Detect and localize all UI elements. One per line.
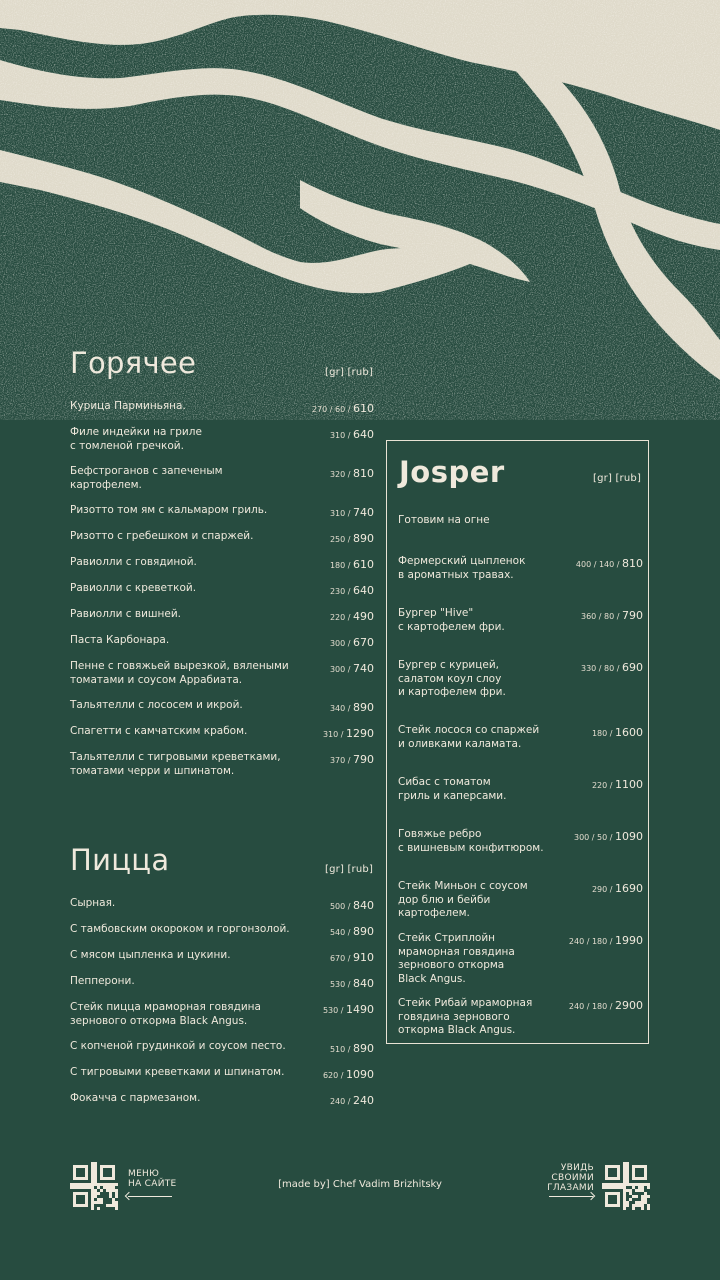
menu-item-rub: 1290 [346,727,374,740]
menu-item [70,582,374,599]
menu-item [398,607,643,634]
menu-item-price: 310 / 640 [329,428,374,441]
menu-item-weight: 270 / 60 [311,405,346,414]
menu-item-weight: 220 [329,613,346,622]
menu-item-weight: 500 [329,902,346,911]
menu-item [70,426,374,453]
menu-item-price: 240 / 240 [329,1094,374,1107]
menu-item-rub: 670 [353,636,374,649]
menu-item-name: Курица Парминьяна. [70,400,186,412]
menu-item-name: Пенне с говяжьей вырезкой, вялеными томатами и соусом Аррабиата. [70,660,289,686]
menu-item [70,1092,374,1109]
menu-item-name: С копченой грудинкой и соусом песто. [70,1040,286,1052]
menu-item-name: Равиолли с креветкой. [70,582,197,594]
menu-item-name: Ризотто с гребешком и спаржей. [70,530,254,542]
menu-item-rub: 810 [353,467,374,480]
menu-item-name: С тамбовским окороком и горгонзолой. [70,923,290,935]
menu-item-weight: 240 [329,1097,346,1106]
josper-units-header: [gr] [rub] [593,473,642,484]
menu-item-name: Фокачча с пармезаном. [70,1092,201,1104]
menu-item-name: Стейк Миньон с соусом дор блю и бейби картофелем. [398,880,528,919]
menu-item-rub: 910 [353,951,374,964]
menu-item [70,504,374,521]
pizza-section-title: Пицца [70,843,170,877]
menu-item-rub: 640 [353,584,374,597]
menu-item-name: Равиолли с говядиной. [70,556,197,568]
josper-section-title: Josper [399,455,505,489]
menu-item-rub: 1600 [615,726,643,739]
menu-item-price: 620 / 1090 [322,1068,374,1081]
left-arrow-icon [125,1192,133,1200]
menu-item-rub: 840 [353,899,374,912]
menu-item-name: Ризотто том ям с кальмаром гриль. [70,504,268,516]
menu-item-weight: 620 [322,1071,339,1080]
menu-item-weight: 180 [591,729,608,738]
menu-item-price: 540 / 890 [329,925,374,938]
made-by-credit: [made by] Chef Vadim Brizhitsky [278,1179,442,1190]
menu-item [70,400,374,417]
menu-item-rub: 1990 [615,934,643,947]
menu-item-price: 320 / 810 [329,467,374,480]
menu-item-name: Пепперони. [70,975,135,987]
menu-item-weight: 530 [322,1006,339,1015]
left-arrow-line [128,1196,172,1197]
menu-item-price: 290 / 1690 [591,882,643,895]
menu-item-weight: 240 / 180 [568,937,608,946]
menu-item-name: Тальятелли с лососем и икрой. [70,699,243,711]
menu-item-weight: 300 / 50 [573,833,608,842]
menu-item-name: Тальятелли с тигровыми креветками, томатами черри и шпинатом. [70,751,281,777]
menu-item [70,897,374,914]
menu-item-price: 330 / 80 / 690 [580,661,643,674]
menu-item-weight: 370 [329,756,346,765]
menu-item-rub: 1100 [615,778,643,791]
hot-section-title: Горячее [70,346,197,380]
hot-units-header: [gr] [rub] [325,367,374,378]
menu-item [70,699,374,716]
menu-item-weight: 320 [329,470,346,479]
menu-item-weight: 230 [329,587,346,596]
menu-item-name: Стейк Стриплойн мраморная говядина зернового откорма Black Angus. [398,932,515,985]
qr-pattern [602,1162,650,1210]
menu-item-price: 220 / 1100 [591,778,643,791]
menu-item-price: 240 / 180 / 1990 [568,934,643,947]
menu-item-price: 240 / 180 / 2900 [568,999,643,1012]
menu-item [398,659,643,700]
menu-item-name: С тигровыми креветками и шпинатом. [70,1066,285,1078]
menu-item-weight: 530 [329,980,346,989]
menu-item-rub: 1490 [346,1003,374,1016]
menu-item-rub: 790 [622,609,643,622]
menu-item-rub: 610 [353,402,374,415]
menu-item [398,555,643,582]
menu-item [70,923,374,940]
menu-item [70,1066,374,1083]
menu-item-rub: 740 [353,506,374,519]
menu-item-weight: 290 [591,885,608,894]
menu-item-weight: 300 [329,639,346,648]
pizza-units-header: [gr] [rub] [325,864,374,875]
menu-item-rub: 810 [622,557,643,570]
menu-item-price: 370 / 790 [329,753,374,766]
menu-item-weight: 250 [329,535,346,544]
menu-item [70,725,374,742]
menu-item-price: 310 / 740 [329,506,374,519]
menu-item-rub: 240 [353,1094,374,1107]
menu-item-name: Паста Карбонара. [70,634,170,646]
menu-item-price: 670 / 910 [329,951,374,964]
menu-item-name: Сырная. [70,897,116,909]
menu-item-rub: 890 [353,701,374,714]
menu-item-name: Спагетти с камчатским крабом. [70,725,248,737]
menu-item-rub: 2900 [615,999,643,1012]
menu-item-rub: 690 [622,661,643,674]
menu-item [70,634,374,651]
menu-item [398,724,643,751]
menu-item-name: Филе индейки на гриле с томленой гречкой. [70,426,202,452]
menu-item-weight: 670 [329,954,346,963]
menu-item-weight: 540 [329,928,346,937]
right-arrow-icon [587,1192,595,1200]
menu-item-weight: 300 [329,665,346,674]
menu-item [398,880,643,921]
menu-item-price: 300 / 50 / 1090 [573,830,643,843]
menu-item-name: Стейк пицца мраморная говядина зернового откорма Black Angus. [70,1001,261,1027]
menu-item-price: 250 / 890 [329,532,374,545]
menu-item-weight: 180 [329,561,346,570]
menu-item-weight: 400 / 140 [575,560,615,569]
menu-item-price: 220 / 490 [329,610,374,623]
menu-item-name: С мясом цыпленка и цукини. [70,949,231,961]
menu-item-rub: 1690 [615,882,643,895]
menu-item-price: 270 / 60 / 610 [311,402,374,415]
menu-item-rub: 840 [353,977,374,990]
menu-item-name: Говяжье ребро с вишневым конфитюром. [398,828,544,854]
menu-item-rub: 640 [353,428,374,441]
menu-item-price: 180 / 1600 [591,726,643,739]
menu-item-rub: 1090 [615,830,643,843]
menu-item-price: 300 / 740 [329,662,374,675]
menu-item-price: 530 / 840 [329,977,374,990]
menu-item [70,530,374,547]
menu-item [70,465,374,492]
menu-item-price: 300 / 670 [329,636,374,649]
menu-item [70,1040,374,1057]
menu-item-name: Бургер с курицей, салатом коул слоу и картофелем фри. [398,659,506,698]
menu-item-name: Стейк лосося со спаржей и оливками каламата. [398,724,540,750]
menu-item [70,1001,374,1028]
menu-item-weight: 330 / 80 [580,664,615,673]
see-with-your-eyes-label[interactable]: УВИДЬ СВОИМИ ГЛАЗАМИ [547,1163,594,1193]
menu-item [70,751,374,778]
menu-item [398,828,643,855]
menu-item-name: Сибас с томатом гриль и каперсами. [398,776,507,802]
menu-item-name: Бефстроганов с запеченым картофелем. [70,465,223,491]
menu-item-name: Равиолли с вишней. [70,608,182,620]
menu-item-name: Фермерский цыпленок в ароматных травах. [398,555,526,581]
menu-item [70,556,374,573]
josper-subtitle: Готовим на огне [398,514,490,526]
menu-item-price: 310 / 1290 [322,727,374,740]
menu-item-rub: 890 [353,532,374,545]
menu-item-weight: 310 [329,431,346,440]
menu-item-weight: 340 [329,704,346,713]
menu-item [70,949,374,966]
menu-item-weight: 310 [322,730,339,739]
menu-item-rub: 610 [353,558,374,571]
menu-item-weight: 220 [591,781,608,790]
menu-item-rub: 1090 [346,1068,374,1081]
menu-item-price: 500 / 840 [329,899,374,912]
menu-item-name: Стейк Рибай мраморная говядина зернового откорма Black Angus. [398,997,533,1036]
menu-item-rub: 790 [353,753,374,766]
menu-item [398,932,643,986]
josper-panel [386,440,649,1044]
menu-item [398,776,643,803]
menu-item-weight: 360 / 80 [580,612,615,621]
menu-item-price: 180 / 610 [329,558,374,571]
menu-item [398,997,643,1038]
menu-item-weight: 310 [329,509,346,518]
menu-on-site-label[interactable]: МЕНЮ НА САЙТЕ [128,1169,177,1189]
menu-item-weight: 510 [329,1045,346,1054]
menu-item-weight: 240 / 180 [568,1002,608,1011]
menu-item-price: 360 / 80 / 790 [580,609,643,622]
menu-item-rub: 890 [353,925,374,938]
menu-item-rub: 490 [353,610,374,623]
menu-item [70,660,374,687]
menu-item [70,608,374,625]
menu-item-price: 340 / 890 [329,701,374,714]
right-qr-code[interactable] [602,1162,650,1210]
menu-item-price: 510 / 890 [329,1042,374,1055]
menu-item-price: 530 / 1490 [322,1003,374,1016]
menu-item-price: 230 / 640 [329,584,374,597]
menu-item-rub: 740 [353,662,374,675]
menu-item-rub: 890 [353,1042,374,1055]
menu-item-name: Бургер "Hive" с картофелем фри. [398,607,505,633]
menu-item-price: 400 / 140 / 810 [575,557,643,570]
menu-item [70,975,374,992]
